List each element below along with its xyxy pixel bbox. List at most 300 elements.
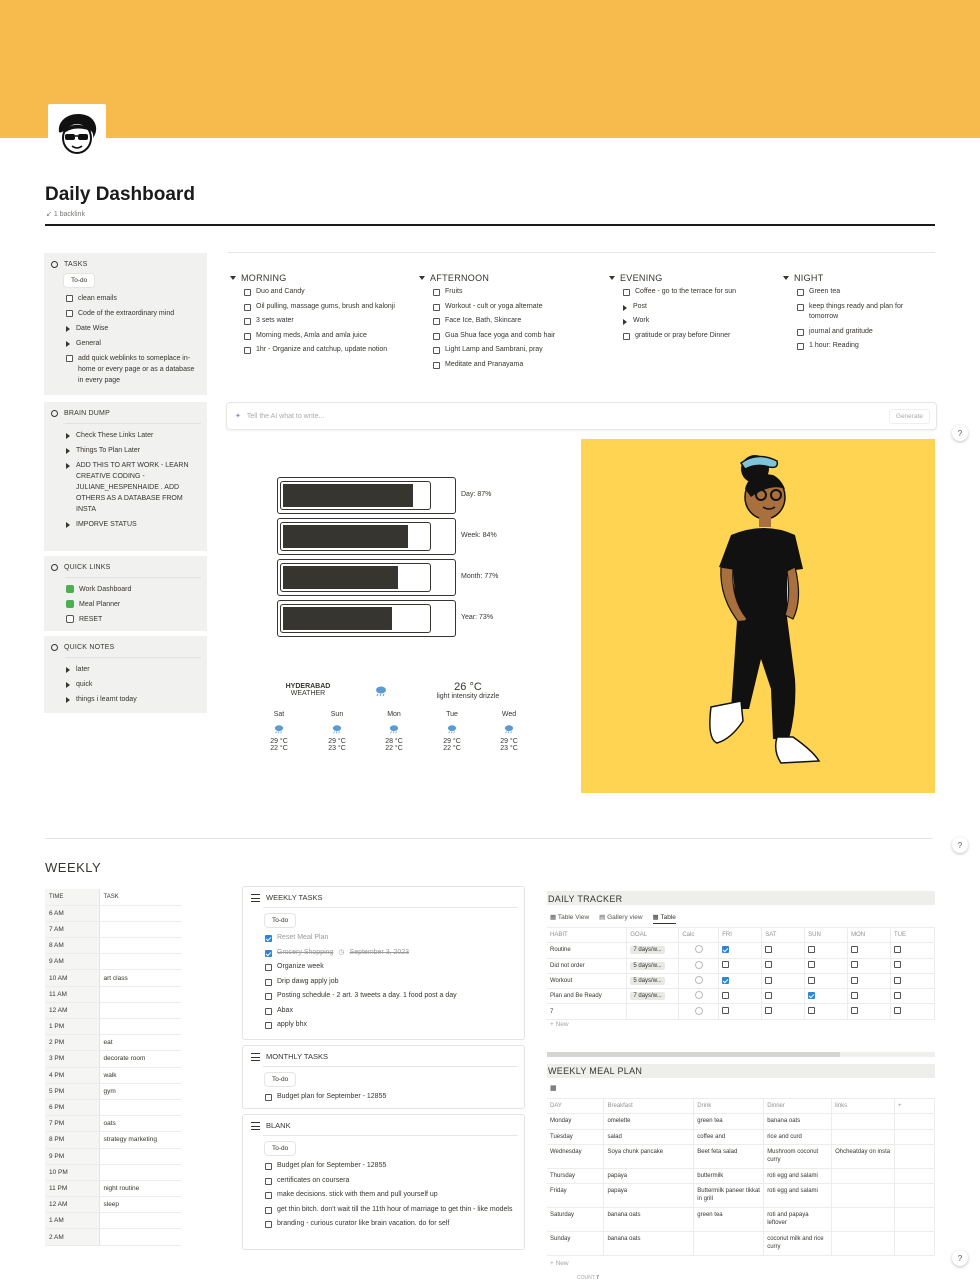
toggle-item[interactable]: Post [609, 302, 774, 313]
day-cell[interactable] [719, 989, 762, 1004]
list-item[interactable]: Abax [243, 1004, 524, 1019]
checkbox[interactable] [244, 333, 251, 340]
list-item[interactable]: Budget plan for September - 12855 [243, 1090, 524, 1105]
calc-cell [679, 989, 719, 1004]
table-row[interactable] [45, 938, 181, 954]
task-cell[interactable] [99, 905, 181, 921]
task-cell[interactable]: decorate room [99, 1051, 181, 1067]
column-header[interactable]: FRI [719, 928, 762, 943]
meal-cell[interactable]: green tea [694, 1208, 764, 1232]
task-cell[interactable] [99, 1148, 181, 1164]
day-cell[interactable] [805, 989, 848, 1004]
checkbox[interactable] [722, 961, 729, 968]
horizontal-scrollbar[interactable] [547, 1052, 935, 1057]
list-item[interactable]: Duo and Candy [230, 287, 405, 298]
list-item[interactable]: Posting schedule - 2 art. 3 tweets a day. 1 food post a day [243, 989, 524, 1004]
table-row[interactable] [547, 958, 935, 973]
table-row[interactable] [45, 1180, 181, 1196]
checkbox[interactable] [765, 1007, 772, 1014]
meal-cell[interactable]: Ohcheatday on insta [832, 1145, 895, 1169]
checkbox[interactable] [894, 1007, 901, 1014]
table-row[interactable] [45, 1197, 181, 1213]
table-row[interactable] [547, 1184, 935, 1208]
checkbox[interactable] [797, 289, 804, 296]
column-header[interactable]: links [832, 1099, 895, 1114]
column-header[interactable]: SUN [805, 928, 848, 943]
checkbox[interactable] [894, 992, 901, 999]
day-cell[interactable] [848, 943, 891, 958]
list-item[interactable]: Light Lamp and Sambrani, pray [419, 345, 589, 356]
tab-todo[interactable]: To-do [265, 1073, 295, 1086]
table-row[interactable] [45, 970, 181, 986]
tab-table-view[interactable]: ▦ Table View [550, 914, 590, 921]
table-row[interactable] [45, 1067, 181, 1083]
time-cell: 8 PM [45, 1132, 99, 1148]
checkbox[interactable] [244, 304, 251, 311]
table-row[interactable] [45, 1132, 181, 1148]
meal-cell[interactable]: salad [604, 1130, 694, 1145]
task-cell[interactable]: gym [99, 1083, 181, 1099]
scrollbar-thumb[interactable] [547, 1052, 840, 1057]
cover-banner[interactable] [0, 0, 980, 138]
list-item[interactable]: gratitude or pray before Dinner [609, 331, 774, 342]
day-cell[interactable]: Saturday [547, 1208, 604, 1232]
meal-cell[interactable] [694, 1232, 764, 1256]
list-item[interactable]: get thin bitch. don't wait till the 11th hour of marriage to get thin - like models [243, 1203, 524, 1218]
toggle-arrow-icon[interactable] [66, 697, 70, 703]
goal-cell[interactable] [627, 958, 679, 973]
table-row[interactable] [45, 1213, 181, 1229]
table-row[interactable] [547, 1208, 935, 1232]
chevron-down-icon[interactable] [419, 276, 425, 280]
list-item[interactable]: Fruits [419, 287, 589, 298]
tab-todo[interactable]: To-do [64, 274, 94, 287]
toggle-item[interactable]: later [44, 662, 207, 677]
generate-button[interactable]: Generate [889, 409, 930, 424]
task-cell[interactable] [99, 954, 181, 970]
list-item[interactable]: Grocery Shopping ◷ September 3, 2023 [243, 946, 524, 961]
checkbox[interactable] [265, 1163, 272, 1170]
day-cell[interactable]: Friday [547, 1184, 604, 1208]
task-cell[interactable]: art class [99, 970, 181, 986]
checkbox[interactable] [265, 1094, 272, 1101]
meal-cell[interactable] [832, 1130, 895, 1145]
list-item[interactable]: Face Ice, Bath, Skincare [419, 316, 589, 327]
list-item[interactable]: 1 hour: Reading [783, 341, 913, 352]
meal-cell[interactable]: Soya chunk pancake [604, 1145, 694, 1169]
task-cell[interactable] [99, 1229, 181, 1245]
checkbox-checked[interactable] [265, 935, 272, 942]
checkbox-checked[interactable] [722, 977, 729, 984]
list-item[interactable]: apply bhx [243, 1018, 524, 1033]
table-row[interactable] [45, 1035, 181, 1051]
column-header[interactable]: GOAL [627, 928, 679, 943]
toggle-item[interactable]: Things To Plan Later [44, 443, 207, 458]
checkbox[interactable] [894, 961, 901, 968]
habit-cell[interactable]: Workout [547, 973, 627, 988]
goal-cell[interactable] [627, 989, 679, 1004]
day-cell[interactable] [891, 1004, 935, 1019]
day-cell[interactable] [848, 1004, 891, 1019]
task-cell[interactable] [99, 1099, 181, 1115]
meal-cell[interactable]: banana oats [764, 1114, 832, 1130]
table-row[interactable] [45, 1002, 181, 1018]
checkbox[interactable] [851, 946, 858, 953]
table-row[interactable] [45, 1229, 181, 1245]
task-cell[interactable]: walk [99, 1067, 181, 1083]
checkbox[interactable] [433, 318, 440, 325]
meal-cell[interactable]: omelette [604, 1114, 694, 1130]
toggle-item[interactable]: Date Wise [44, 321, 207, 336]
checkbox[interactable] [433, 333, 440, 340]
link-meal-planner[interactable]: Meal Planner [44, 597, 207, 612]
toggle-item[interactable]: quick [44, 677, 207, 692]
meal-cell[interactable]: coconut milk and rice curry [764, 1232, 832, 1256]
day-cell[interactable] [848, 973, 891, 988]
day-cell[interactable] [719, 958, 762, 973]
day-cell[interactable] [762, 973, 805, 988]
meal-cell[interactable]: buttermilk [694, 1169, 764, 1184]
meal-cell[interactable]: Mushroom coconut curry [764, 1145, 832, 1169]
habit-cell[interactable]: 7 [547, 1004, 627, 1019]
day-cell[interactable] [891, 989, 935, 1004]
list-item[interactable]: Morning meds, Amla and amla juice [230, 331, 405, 342]
day-cell[interactable] [891, 973, 935, 988]
task-cell[interactable]: strategy marketing [99, 1132, 181, 1148]
habit-cell[interactable]: Did not order [547, 958, 627, 973]
column-header[interactable]: TUE [891, 928, 935, 943]
table-row[interactable] [45, 1164, 181, 1180]
table-row[interactable] [547, 1004, 935, 1019]
toggle-arrow-icon[interactable] [623, 305, 627, 311]
list-item[interactable]: make decisions. stick with them and pull yourself up [243, 1188, 524, 1203]
evening-toggle[interactable]: EVENING [609, 273, 774, 283]
checkbox[interactable] [623, 289, 630, 296]
page-icon[interactable] [48, 104, 106, 162]
chevron-down-icon[interactable] [609, 276, 615, 280]
tab-table[interactable]: ▦ Table [653, 913, 676, 924]
list-item[interactable]: Reset Meal Plan [243, 931, 524, 946]
checkbox[interactable] [265, 979, 272, 986]
day-cell[interactable] [805, 1004, 848, 1019]
checkbox[interactable] [433, 304, 440, 311]
table-row[interactable] [45, 1099, 181, 1115]
checkbox[interactable] [265, 1178, 272, 1185]
column-header[interactable]: DAY [547, 1099, 604, 1114]
day-cell[interactable]: Wednesday [547, 1145, 604, 1169]
checkbox[interactable] [265, 1022, 272, 1029]
toggle-arrow-icon[interactable] [66, 682, 70, 688]
checkbox[interactable] [808, 1007, 815, 1014]
toggle-item[interactable]: IMPORVE STATUS [44, 517, 207, 532]
checkbox[interactable] [722, 1007, 729, 1014]
progress-ring-icon [695, 1007, 703, 1015]
meal-cell[interactable]: green tea [694, 1114, 764, 1130]
table-row[interactable] [547, 1232, 935, 1256]
task-cell[interactable] [99, 1213, 181, 1229]
checkbox-checked[interactable] [722, 946, 729, 953]
meal-cell[interactable]: roti egg and salami [764, 1184, 832, 1208]
afternoon-toggle[interactable]: AFTERNOON [419, 273, 589, 283]
meal-cell[interactable] [832, 1184, 895, 1208]
checkbox[interactable] [244, 289, 251, 296]
night-toggle[interactable]: NIGHT [783, 273, 913, 283]
checkbox[interactable] [66, 355, 73, 362]
day-cell[interactable]: Tuesday [547, 1130, 604, 1145]
list-item[interactable]: certificates on coursera [243, 1174, 524, 1189]
checkbox[interactable] [265, 1008, 272, 1015]
checkbox[interactable] [433, 362, 440, 369]
list-item[interactable]: Meditate and Pranayama [419, 360, 589, 371]
checkbox[interactable] [765, 977, 772, 984]
day-cell[interactable] [719, 943, 762, 958]
avatar-icon [52, 108, 102, 158]
list-item[interactable]: branding - curious curator like brain vacation. do for self [243, 1217, 524, 1232]
forecast-day: Wed 29 °C 23 °C [494, 711, 524, 752]
checkbox[interactable] [797, 343, 804, 350]
task-cell[interactable] [99, 921, 181, 937]
goal-cell[interactable] [627, 943, 679, 958]
checkbox[interactable] [265, 964, 272, 971]
checkbox[interactable] [765, 961, 772, 968]
new-row-button[interactable]: + New [550, 1260, 569, 1267]
checkbox[interactable] [244, 347, 251, 354]
task-cell[interactable] [99, 1019, 181, 1035]
checkbox[interactable] [851, 1007, 858, 1014]
list-item[interactable]: Code of the extraordinary mind [44, 306, 207, 321]
list-item[interactable]: Workout - cult or yoga alternate [419, 302, 589, 313]
table-row[interactable] [547, 1114, 935, 1130]
add-column-button[interactable]: + [895, 1099, 935, 1114]
meal-cell[interactable]: coffee and [694, 1130, 764, 1145]
toggle-item[interactable]: things i learnt today [44, 692, 207, 707]
chevron-down-icon[interactable] [783, 276, 789, 280]
day-cell[interactable] [891, 943, 935, 958]
column-header[interactable]: MON [848, 928, 891, 943]
day-cell[interactable] [719, 973, 762, 988]
checkbox[interactable] [797, 329, 804, 336]
table-row[interactable] [45, 1051, 181, 1067]
goal-cell[interactable] [627, 973, 679, 988]
day-cell[interactable]: Thursday [547, 1169, 604, 1184]
meal-cell[interactable] [832, 1232, 895, 1256]
checkbox[interactable] [265, 1192, 272, 1199]
checkbox[interactable] [765, 946, 772, 953]
tab-todo[interactable]: To-do [265, 914, 295, 927]
table-row[interactable] [45, 1019, 181, 1035]
table-row[interactable] [547, 1130, 935, 1145]
time-cell: 6 AM [45, 905, 99, 921]
toggle-arrow-icon[interactable] [66, 433, 70, 439]
table-row[interactable] [547, 1145, 935, 1169]
meal-cell[interactable]: papaya [604, 1169, 694, 1184]
task-cell[interactable]: night routine [99, 1180, 181, 1196]
new-row-button[interactable]: + New [550, 1021, 569, 1028]
time-cell: 12 AM [45, 1002, 99, 1018]
checkbox[interactable] [265, 1207, 272, 1214]
habit-cell[interactable]: Plan and Be Ready [547, 989, 627, 1004]
list-item[interactable]: 3 sets water [230, 316, 405, 327]
column-header[interactable]: Breakfast [604, 1099, 694, 1114]
meal-cell[interactable]: rice and curd [764, 1130, 832, 1145]
forecast-day: Tue 29 °C 22 °C [437, 711, 467, 752]
task-cell[interactable]: eat [99, 1035, 181, 1051]
day-cell[interactable]: Sunday [547, 1232, 604, 1256]
list-item[interactable]: journal and gratitude [783, 327, 913, 338]
day-cell[interactable] [848, 989, 891, 1004]
meal-cell[interactable]: papaya [604, 1184, 694, 1208]
task-cell[interactable] [99, 938, 181, 954]
column-header[interactable]: Dinner [764, 1099, 832, 1114]
toggle-arrow-icon[interactable] [66, 341, 70, 347]
checkbox[interactable] [808, 977, 815, 984]
day-cell[interactable] [848, 958, 891, 973]
table-row[interactable] [45, 1148, 181, 1164]
checkbox[interactable] [797, 304, 804, 311]
table-row[interactable] [45, 1083, 181, 1099]
weather-current [426, 681, 510, 700]
day-cell[interactable] [762, 1004, 805, 1019]
list-item[interactable]: keep things ready and plan for tomorrow [783, 302, 913, 323]
toggle-arrow-icon[interactable] [623, 319, 627, 325]
list-item[interactable]: Oil pulling, massage gums, brush and kalonji [230, 302, 405, 313]
help-icon[interactable]: ? [952, 1250, 968, 1266]
tab-todo[interactable]: To-do [265, 1142, 295, 1155]
toggle-item[interactable]: Check These Links Later [44, 428, 207, 443]
checkbox[interactable] [244, 318, 251, 325]
checkbox[interactable] [66, 310, 73, 317]
day-cell[interactable] [891, 958, 935, 973]
column-header[interactable]: HABIT [547, 928, 627, 943]
meal-cell[interactable] [832, 1114, 895, 1130]
meal-cell[interactable]: roti and papaya leftover [764, 1208, 832, 1232]
habit-cell[interactable]: Routine [547, 943, 627, 958]
checkbox[interactable] [851, 961, 858, 968]
help-icon[interactable]: ? [952, 837, 968, 853]
checkbox[interactable] [265, 993, 272, 1000]
list-item[interactable]: add quick weblinks to someplace in-home or every page or as a database in every page [44, 351, 207, 388]
toggle-item[interactable]: ADD THIS TO ART WORK - LEARN CREATIVE CODING - JULIANE_HESPENHAIDE . ADD OTHERS AS A DATABASE FROM INSTA [44, 458, 207, 517]
progress-label: Day: 87% [461, 491, 492, 498]
checkbox[interactable] [808, 961, 815, 968]
toggle-arrow-icon[interactable] [66, 667, 70, 673]
toggle-item[interactable]: Work [609, 316, 774, 327]
column-header[interactable]: Drink [694, 1099, 764, 1114]
ai-prompt-input[interactable] [226, 402, 937, 430]
table-row[interactable] [45, 905, 181, 921]
meal-cell[interactable] [832, 1169, 895, 1184]
table-row[interactable] [45, 986, 181, 1002]
checkbox[interactable] [623, 333, 630, 340]
day-cell[interactable] [805, 973, 848, 988]
table-row[interactable] [547, 973, 935, 988]
toggle-arrow-icon[interactable] [66, 463, 70, 469]
toggle-arrow-icon[interactable] [66, 326, 70, 332]
checkbox[interactable] [433, 289, 440, 296]
table-row[interactable] [45, 954, 181, 970]
toggle-arrow-icon[interactable] [66, 522, 70, 528]
checkbox[interactable] [66, 295, 73, 302]
calc-cell [679, 973, 719, 988]
list-item[interactable]: Green tea [783, 287, 913, 298]
list-item[interactable]: Organize week [243, 960, 524, 975]
list-item[interactable]: 1hr - Organize and catchup, update notion [230, 345, 405, 356]
checkbox[interactable] [433, 347, 440, 354]
backlink-arrow-icon: ↙ [46, 211, 54, 218]
table-row[interactable] [547, 989, 935, 1004]
checkbox[interactable] [265, 1221, 272, 1228]
column-header[interactable]: SAT [762, 928, 805, 943]
day-cell[interactable]: Monday [547, 1114, 604, 1130]
toggle-arrow-icon[interactable] [66, 448, 70, 454]
table-row[interactable] [45, 1116, 181, 1132]
chevron-down-icon[interactable] [230, 276, 236, 280]
list-item[interactable]: Budget plan for September - 12855 [243, 1159, 524, 1174]
checkbox-checked[interactable] [808, 992, 815, 999]
sparkle-icon: ✦ [235, 413, 241, 420]
progress-week [277, 518, 456, 555]
table-row[interactable] [547, 1169, 935, 1184]
task-cell[interactable] [99, 986, 181, 1002]
toggle-item[interactable]: General [44, 336, 207, 351]
day-cell[interactable] [762, 943, 805, 958]
checkbox[interactable] [808, 946, 815, 953]
meal-cell[interactable]: banana oats [604, 1208, 694, 1232]
help-icon[interactable]: ? [952, 425, 968, 441]
day-cell[interactable] [719, 1004, 762, 1019]
task-cell[interactable] [99, 1002, 181, 1018]
time-cell: 3 PM [45, 1051, 99, 1067]
backlink-link[interactable]: ↙ 1 backlink [46, 211, 85, 218]
meal-cell[interactable]: roti egg and salami [764, 1169, 832, 1184]
table-row[interactable] [45, 921, 181, 937]
list-item[interactable]: Gua Shua face yoga and comb hair [419, 331, 589, 342]
progress-ring-icon [695, 961, 703, 969]
weather-city-block [276, 683, 340, 697]
day-cell[interactable] [762, 989, 805, 1004]
link-reset[interactable]: RESET [44, 612, 207, 627]
meal-cell[interactable]: Buttermilk paneer tikkat in grill [694, 1184, 764, 1208]
meal-cell[interactable]: Beet feta salad [694, 1145, 764, 1169]
task-cell[interactable]: oats [99, 1116, 181, 1132]
table-view-icon[interactable]: ▦ [550, 1085, 557, 1092]
morning-toggle[interactable]: MORNING [230, 273, 405, 283]
progress-label: Week: 84% [461, 532, 497, 539]
checkbox[interactable] [894, 977, 901, 984]
checkbox[interactable] [894, 946, 901, 953]
list-item[interactable]: clean emails [44, 291, 207, 306]
meal-cell[interactable] [832, 1208, 895, 1232]
list-item[interactable]: Coffee - go to the terrace for sun [609, 287, 774, 298]
day-cell[interactable] [805, 943, 848, 958]
day-cell[interactable] [805, 958, 848, 973]
meal-cell[interactable]: banana oats [604, 1232, 694, 1256]
checkbox[interactable] [722, 992, 729, 999]
checkbox[interactable] [851, 977, 858, 984]
list-item[interactable]: Drip dawg apply job [243, 975, 524, 990]
link-work-dashboard[interactable]: Work Dashboard [44, 582, 207, 597]
column-header[interactable]: Calc [679, 928, 719, 943]
tab-gallery-view[interactable]: ▤ Gallery view [599, 914, 643, 921]
day-cell[interactable] [762, 958, 805, 973]
task-cell[interactable]: sleep [99, 1197, 181, 1213]
checkbox[interactable] [765, 992, 772, 999]
table-row[interactable] [547, 943, 935, 958]
goal-cell[interactable] [627, 1004, 679, 1019]
checkbox[interactable] [851, 992, 858, 999]
checkbox-checked[interactable] [265, 950, 272, 957]
task-cell[interactable] [99, 1164, 181, 1180]
